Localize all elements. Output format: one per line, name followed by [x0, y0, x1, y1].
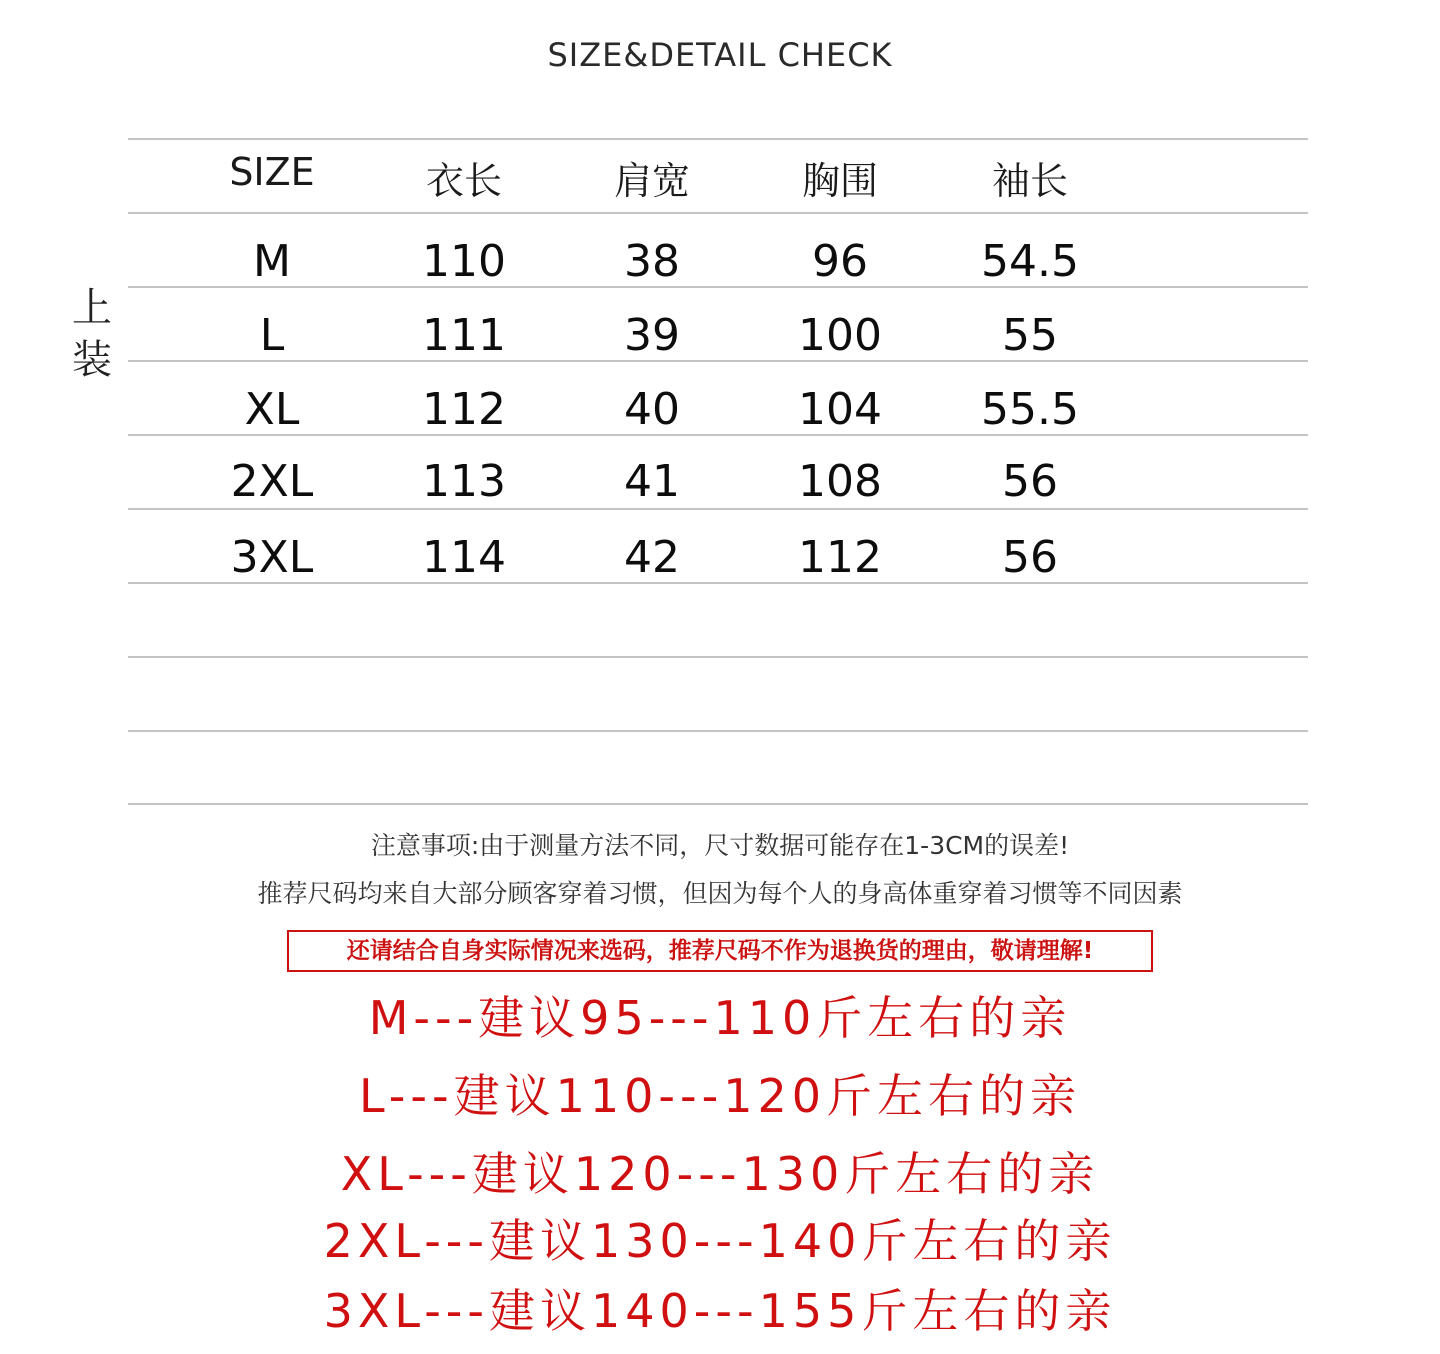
table-cell: 41 [624, 456, 680, 507]
table-cell: 40 [624, 384, 680, 435]
table-cell: 38 [624, 236, 680, 287]
table-cell: 42 [624, 532, 680, 583]
table-rule [128, 138, 1308, 140]
recommendation-2xl: 2XL---建议130---140斤左右的亲 [323, 1214, 1117, 1268]
recommendation-xl: XL---建议120---130斤左右的亲 [340, 1147, 1100, 1201]
table-cell: 112 [798, 532, 882, 583]
side-label-char: 装 [72, 337, 112, 383]
table-size-cell: 3XL [230, 532, 314, 583]
table-cell: 108 [798, 456, 882, 507]
table-cell: 100 [798, 310, 882, 361]
warning-box: 还请结合自身实际情况来选码，推荐尺码不作为退换货的理由，敬请理解! [287, 930, 1153, 972]
table-cell: 54.5 [981, 236, 1079, 287]
recommendation-l: L---建议110---120斤左右的亲 [358, 1069, 1081, 1123]
table-rule [128, 803, 1308, 805]
table-size-cell: M [253, 236, 291, 287]
page-title: SIZE&DETAIL CHECK [547, 36, 893, 74]
table-cell: 111 [422, 310, 506, 361]
table-cell: 39 [624, 310, 680, 361]
side-label-char: 上 [72, 285, 112, 331]
table-header-cell: SIZE [229, 150, 315, 194]
side-label-tops [68, 282, 116, 386]
table-cell: 96 [812, 236, 868, 287]
table-cell: 110 [422, 236, 506, 287]
table-size-cell: 2XL [230, 456, 314, 507]
note-recommendation-basis: 推荐尺码均来自大部分顾客穿着习惯，但因为每个人的身高体重穿着习惯等不同因素 [257, 879, 1183, 908]
table-cell: 56 [1002, 456, 1058, 507]
table-size-cell: XL [244, 384, 300, 435]
table-rule [128, 730, 1308, 732]
table-rule [128, 212, 1308, 214]
table-cell: 55 [1002, 310, 1058, 361]
table-cell: 113 [422, 456, 506, 507]
table-header-cell: 袖长 [991, 159, 1068, 203]
table-cell: 56 [1002, 532, 1058, 583]
table-rule [128, 508, 1308, 510]
recommendation-3xl: 3XL---建议140---155斤左右的亲 [323, 1284, 1117, 1338]
table-rule [128, 656, 1308, 658]
table-cell: 55.5 [981, 384, 1079, 435]
table-cell: 114 [422, 532, 506, 583]
note-measurement-error: 注意事项:由于测量方法不同，尺寸数据可能存在1-3CM的误差! [370, 831, 1070, 860]
table-size-cell: L [259, 310, 285, 361]
table-header-cell: 衣长 [425, 159, 502, 203]
table-header-cell: 肩宽 [613, 159, 690, 203]
table-header-cell: 胸围 [801, 159, 878, 203]
table-cell: 104 [798, 384, 882, 435]
recommendation-m: M---建议95---110斤左右的亲 [368, 991, 1072, 1045]
table-cell: 112 [422, 384, 506, 435]
